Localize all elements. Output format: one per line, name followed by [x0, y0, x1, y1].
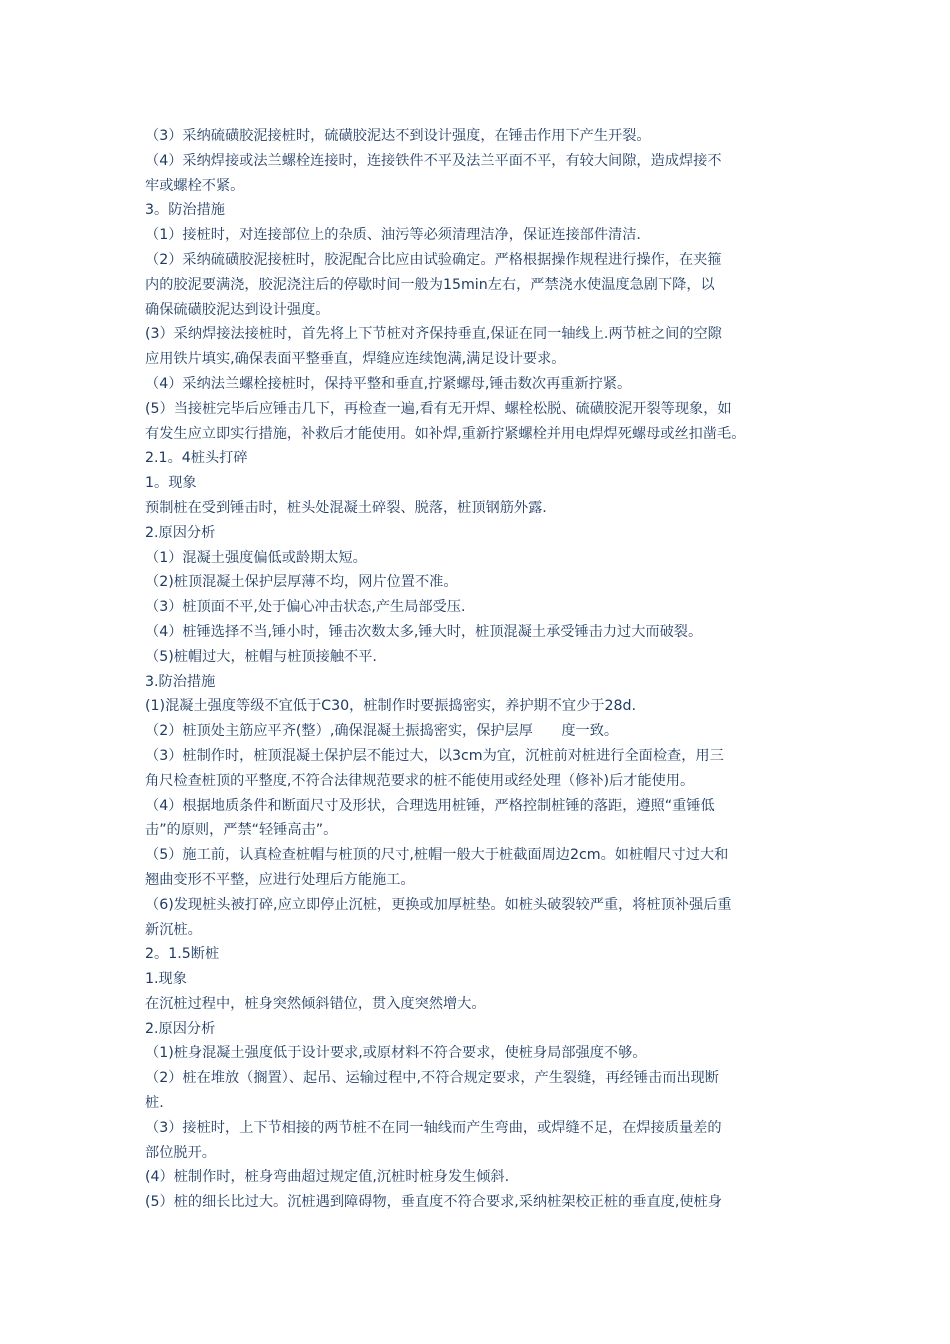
section-heading: 2.原因分析 [145, 524, 216, 541]
text-line: （6)发现桩头被打碎,应立即停止沉桩，更换或加厚桩垫。如桩头破裂较严重，将桩顶补强后重 [145, 896, 732, 913]
text-line: (3）采纳焊接法接桩时，首先将上下节桩对齐保持垂直,保证在同一轴线上.两节桩之间的空隙 [145, 326, 722, 343]
text-line: 内的胶泥要满浇，胶泥浇注后的停歇时间一般为15min左右，严禁浇水使温度急剧下降，以 [145, 276, 715, 293]
text-line: （4）根据地质条件和断面尺寸及形状，合理选用桩锤，严格控制桩锤的落距，遵照“重锤低 [145, 797, 715, 814]
text-line: （4）桩锤选择不当,锤小时，锤击次数太多,锤大时，桩顶混凝土承受锤击力过大而破裂。 [145, 623, 703, 640]
text-line: 在沉桩过程中，桩身突然倾斜错位，贯入度突然增大。 [145, 995, 486, 1012]
text-line: （5）施工前，认真检查桩帽与桩顶的尺寸,桩帽一般大于桩截面周边2cm。如桩帽尺寸过大和 [145, 847, 729, 864]
text-line: (1)混凝土强度等级不宜低于C30，桩制作时要振捣密实，养护期不宜少于28d. [145, 698, 637, 715]
text-line: 角尺检查桩顶的平整度,不符合法律规范要求的桩不能使用或经处理（修补)后才能使用。 [145, 772, 695, 789]
text-line: 翘曲变形不平整，应进行处理后方能施工。 [145, 871, 415, 888]
section-heading: 2。1.5断桩 [145, 946, 220, 963]
text-line: （5)桩帽过大，桩帽与桩顶接触不平. [145, 648, 377, 665]
text-line: （2）桩顶处主筋应平齐(整）,确保混凝土振捣密实，保护层厚 度一致。 [145, 723, 619, 740]
text-line: 确保硫磺胶泥达到设计强度。 [145, 301, 330, 318]
text-line: （1）接桩时，对连接部位上的杂质、油污等必须清理洁净，保证连接部件清洁. [145, 227, 641, 244]
section-heading: 3.防治措施 [145, 673, 216, 690]
text-line: 牢或螺栓不紧。 [145, 177, 245, 194]
text-line: （3）采纳硫磺胶泥接桩时，硫磺胶泥达不到设计强度，在锤击作用下产生开裂。 [145, 128, 651, 144]
text-line: 新沉桩。 [145, 921, 202, 938]
document-body [145, 124, 815, 1215]
text-line: 击”的原则，严禁“轻锤高击”。 [145, 822, 338, 839]
text-line: （1)桩身混凝土强度低于设计要求,或原材料不符合要求，使桩身局部强度不够。 [145, 1045, 647, 1062]
section-heading: 1.现象 [145, 971, 187, 988]
text-line: （3）接桩时，上下节相接的两节桩不在同一轴线而产生弯曲，或焊缝不足，在焊接质量差的 [145, 1119, 722, 1136]
text-line: 有发生应立即实行措施，补救后才能使用。如补焊,重新拧紧螺栓并用电焊焊死螺母或丝扣凿毛。 [145, 425, 746, 442]
text-line: （4）采纳焊接或法兰螺栓连接时，连接铁件不平及法兰平面不平，有较大间隙，造成焊接不 [145, 152, 722, 169]
text-line: (5）桩的细长比过大。沉桩遇到障碍物，垂直度不符合要求,采纳桩架校正桩的垂直度,使桩身 [145, 1194, 722, 1211]
text-line: 部位脱开。 [145, 1144, 216, 1161]
text-line: 桩. [145, 1095, 164, 1112]
text-line: 预制桩在受到锤击时，桩头处混凝土碎裂、脱落，桩顶钢筋外露. [145, 499, 547, 516]
text-line: 应用铁片填实,确保表面平整垂直，焊缝应连续饱满,满足设计要求。 [145, 351, 566, 368]
section-heading: 3。防治措施 [145, 202, 225, 219]
section-heading: 2.1。4桩头打碎 [145, 450, 248, 467]
text-line: (4）桩制作时，桩身弯曲超过规定值,沉桩时桩身发生倾斜. [145, 1169, 510, 1186]
text-line: （2)桩顶混凝土保护层厚薄不均，网片位置不准。 [145, 574, 458, 591]
text-line: （3）桩制作时，桩顶混凝土保护层不能过大，以3cm为宜，沉桩前对桩进行全面检查，用三 [145, 747, 724, 764]
text-line: (5）当接桩完毕后应锤击几下，再检查一遍,看有无开焊、螺栓松脱、硫磺胶泥开裂等现象，如 [145, 400, 732, 417]
text-line: （4）采纳法兰螺栓接桩时，保持平整和垂直,拧紧螺母,锤击数次再重新拧紧。 [145, 375, 632, 392]
text-line: （3）桩顶面不平,处于偏心冲击状态,产生局部受压. [145, 599, 466, 616]
text-line: （2）采纳硫磺胶泥接桩时，胶泥配合比应由试验确定。严格根据操作规程进行操作，在夹箍 [145, 251, 722, 268]
section-heading: 1。现象 [145, 475, 197, 492]
text-line: （2）桩在堆放（搁置）、起吊、运输过程中,不符合规定要求，产生裂缝，再经锤击而出现断 [145, 1070, 719, 1087]
text-line: （1）混凝土强度偏低或龄期太短。 [145, 549, 367, 566]
section-heading: 2.原因分析 [145, 1020, 216, 1037]
